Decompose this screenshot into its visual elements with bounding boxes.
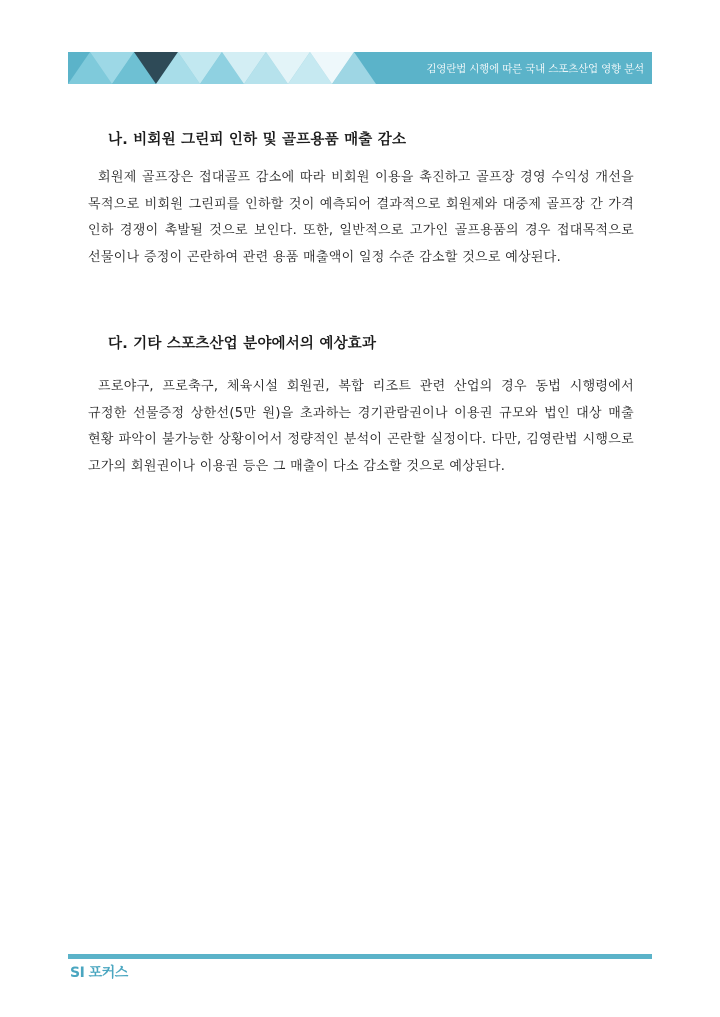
section-paragraph-da [88, 374, 634, 480]
section-heading-da: 다. 기타 스포츠산업 분야에서의 예상효과 [108, 336, 377, 352]
si-focus-logo: SI 포커스 [70, 965, 128, 981]
footer-rule [68, 954, 652, 959]
section-heading-na: 나. 비회원 그린피 인하 및 골프용품 매출 감소 [108, 132, 407, 148]
document-running-title: 김영란법 시행에 따른 국내 스포츠산업 영향 분석 [426, 63, 644, 75]
section-paragraph-na [88, 165, 634, 271]
section-paragraph-da-text: 프로야구, 프로축구, 체육시설 회원권, 복합 리조트 관련 산업의 경우 동법 시행령에서 규정한 선물증정 상한선(5만 원)을 초과하는 경기관람권이나 이용권 규모와 법인 대상 매출 현황 파악이 불가능한 상황이어서 정량적인 분석이 곤란할 실정이다. 다만, 김영란법 시행으로 고가의 회원권이나 이용권 등은 그 매출이 다소 감소할 것으로 예상된다. [88, 379, 634, 474]
page-header-band [68, 52, 652, 84]
section-paragraph-na-text: 회원제 골프장은 접대골프 감소에 따라 비회원 이용을 촉진하고 골프장 경영 수익성 개선을 목적으로 비회원 그린피를 인하할 것이 예측되어 결과적으로 회원제와 대중제 골프장 간 가격 인하 경쟁이 촉발될 것으로 보인다. 또한, 일반적으로 고가인 골프용품의 경우 접대목적으로 선물이나 증정이 곤란하여 관련 용품 매출액이 일정 수준 감소할 것으로 예상된다. [88, 170, 634, 265]
